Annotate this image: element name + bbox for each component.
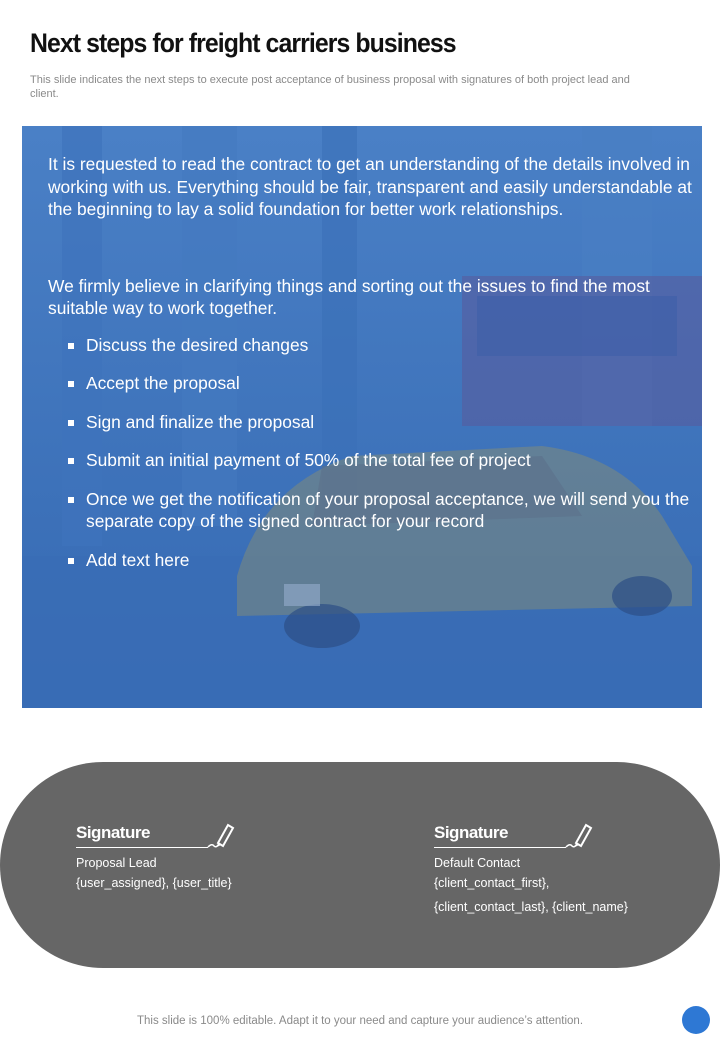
signature-line[interactable] bbox=[76, 847, 208, 848]
pen-signature-icon bbox=[562, 821, 594, 849]
list-item: Sign and finalize the proposal bbox=[48, 411, 696, 434]
signer-name: {user_assigned}, {user_title} bbox=[76, 876, 232, 890]
signature-line[interactable] bbox=[434, 847, 566, 848]
intro-paragraph: It is requested to read the contract to get an understanding of the details involved in working with us. Everything should be fair, transparent and easily understandable at the beginning to lay a solid foundation for better work relationships. bbox=[48, 154, 692, 219]
page-subtitle: This slide indicates the next steps to execute post acceptance of business proposal with signatures of both project lead and client. bbox=[30, 74, 630, 100]
hero-text bbox=[48, 153, 696, 587]
list-item: Accept the proposal bbox=[48, 372, 696, 395]
signature-default-contact bbox=[434, 821, 628, 917]
list-item: Once we get the notification of your proposal acceptance, we will send you the separate copy of the signed contract for your record bbox=[48, 488, 696, 533]
bullet-square-icon bbox=[68, 558, 74, 564]
signature-proposal-lead bbox=[76, 821, 236, 893]
list-item: Add text here bbox=[48, 549, 696, 572]
signature-panel bbox=[0, 762, 720, 968]
bullet-square-icon bbox=[68, 381, 74, 387]
list-item: Submit an initial payment of 50% of the total fee of project bbox=[48, 449, 696, 472]
signer-role: Default Contact bbox=[434, 856, 521, 870]
steps-list bbox=[48, 334, 696, 572]
signer-first-name: {client_contact_first}, bbox=[434, 876, 550, 890]
bullet-square-icon bbox=[68, 420, 74, 426]
footer-note: This slide is 100% editable. Adapt it to your need and capture your audience’s attention. bbox=[136, 1015, 584, 1027]
pen-signature-icon bbox=[204, 821, 236, 849]
bullet-square-icon bbox=[68, 458, 74, 464]
signature-heading: Signature bbox=[434, 823, 508, 842]
page-title: Next steps for freight carriers business bbox=[30, 28, 456, 58]
hero-panel bbox=[22, 126, 702, 708]
bullet-square-icon bbox=[68, 343, 74, 349]
list-item: Discuss the desired changes bbox=[48, 334, 696, 357]
signer-role: Proposal Lead bbox=[76, 856, 157, 870]
signature-heading: Signature bbox=[76, 823, 150, 842]
belief-paragraph: We firmly believe in clarifying things and sorting out the issues to find the most suitable way to work together. bbox=[48, 275, 650, 318]
signer-last-name-company: {client_contact_last}, {client_name} bbox=[434, 900, 628, 914]
bullet-square-icon bbox=[68, 497, 74, 503]
circle-dot-icon bbox=[682, 1006, 710, 1034]
